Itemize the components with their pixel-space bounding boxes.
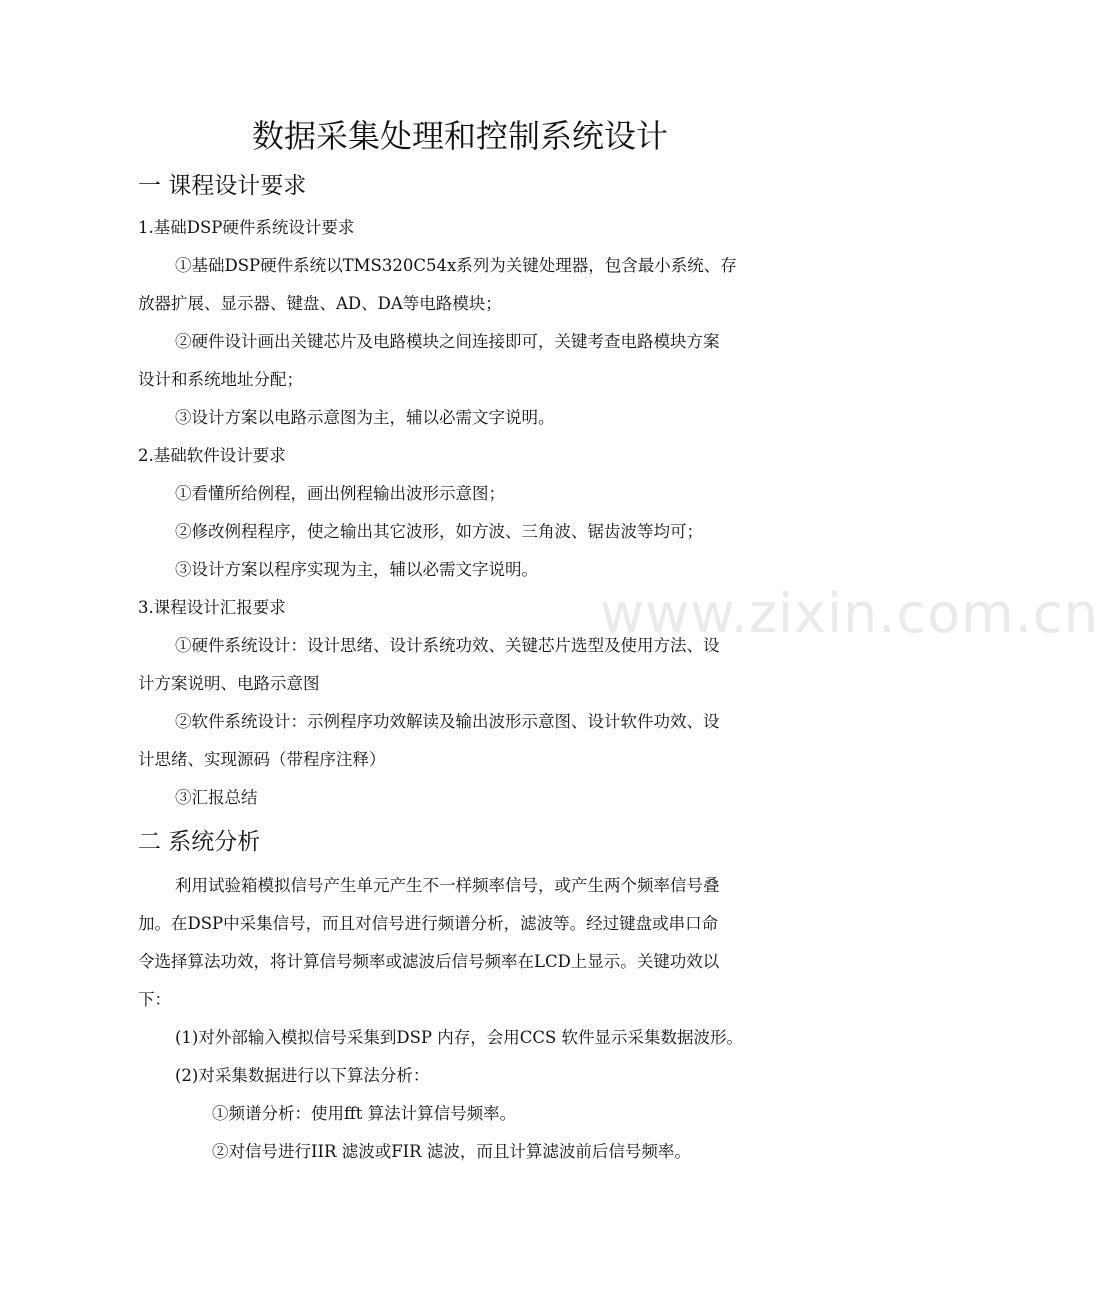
document-title: 数据采集处理和控制系统设计 [251, 117, 668, 155]
section-heading-requirements: 一 课程设计要求 [138, 173, 307, 199]
subheading-software: 2.基础软件设计要求 [138, 446, 286, 465]
list-item: ①频谱分析：使用fft 算法计算信号频率。 [212, 1104, 517, 1123]
list-item: ②对信号进行IIR 滤波或FIR 滤波，而且计算滤波前后信号频率。 [212, 1142, 691, 1161]
paragraph-line: ③设计方案以程序实现为主，辅以必需文字说明。 [175, 560, 538, 579]
paragraph-line: 计思绪、实现源码（带程序注释） [138, 750, 386, 769]
subheading-report: 3.课程设计汇报要求 [138, 598, 286, 617]
paragraph-line: 设计和系统地址分配； [138, 370, 303, 389]
paragraph-line: ②修改例程程序，使之输出其它波形，如方波、三角波、锯齿波等均可； [175, 522, 703, 541]
paragraph-line: 令选择算法功效，将计算信号频率或滤波后信号频率在LCD上显示。关键功效以 [138, 952, 720, 971]
paragraph-line: ①看懂所给例程，画出例程输出波形示意图； [175, 484, 505, 503]
paragraph-line: ③汇报总结 [175, 788, 258, 807]
paragraph-line: ③设计方案以电路示意图为主，辅以必需文字说明。 [175, 408, 555, 427]
subheading-hardware: 1.基础DSP硬件系统设计要求 [138, 218, 355, 237]
paragraph-line: 放器扩展、显示器、键盘、AD、DA等电路模块； [138, 294, 502, 313]
list-item: (1)对外部输入模拟信号采集到DSP 内存，会用CCS 软件显示采集数据波形。 [175, 1028, 744, 1047]
list-item: (2)对采集数据进行以下算法分析： [175, 1066, 430, 1085]
watermark: www.zixin.com.cn [600, 582, 1099, 645]
paragraph-line: 利用试验箱模拟信号产生单元产生不一样频率信号，或产生两个频率信号叠 [175, 876, 720, 895]
paragraph-line: 加。在DSP中采集信号，而且对信号进行频谱分析，滤波等。经过键盘或串口命 [138, 914, 719, 933]
paragraph-line: ②硬件设计画出关键芯片及电路模块之间连接即可，关键考查电路模块方案 [175, 332, 720, 351]
paragraph-line: ①基础DSP硬件系统以TMS320C54x系列为关键处理器，包含最小系统、存 [175, 256, 737, 275]
paragraph-line: ①硬件系统设计：设计思绪、设计系统功效、关键芯片选型及使用方法、设 [175, 636, 720, 655]
paragraph-line: 计方案说明、电路示意图 [138, 674, 320, 693]
paragraph-line: ②软件系统设计：示例程序功效解读及输出波形示意图、设计软件功效、设 [175, 712, 720, 731]
paragraph-line: 下： [138, 990, 171, 1009]
section-heading-analysis: 二 系统分析 [138, 829, 261, 855]
